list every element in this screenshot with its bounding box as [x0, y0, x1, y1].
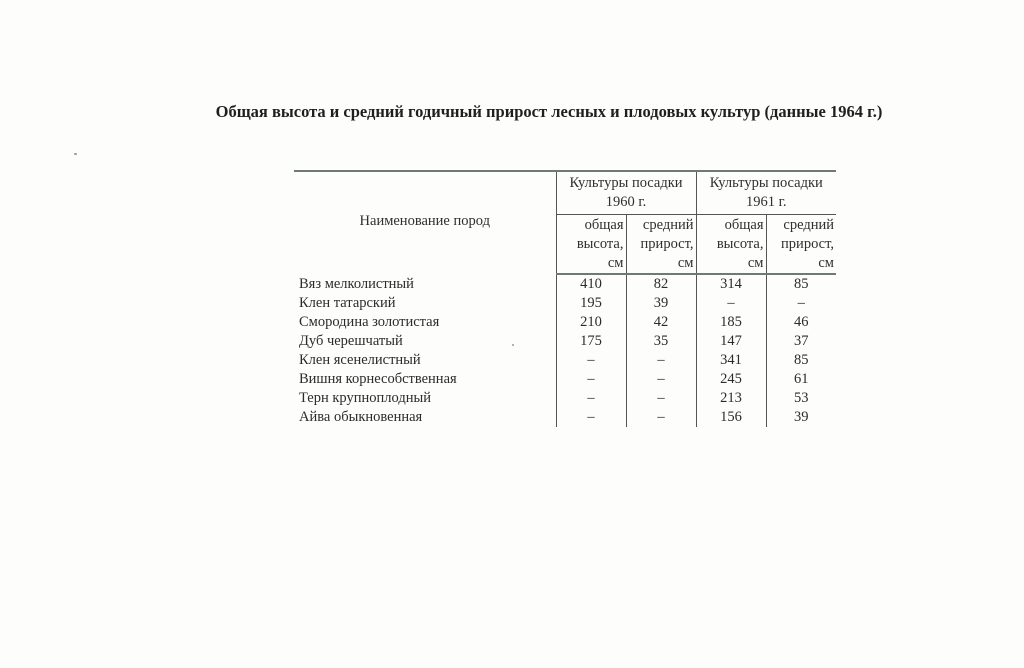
species-name: Вяз мелколистный: [299, 275, 414, 292]
subheader-height-1960: общая высота, см: [556, 215, 626, 275]
table-cell: –: [626, 389, 696, 408]
scan-speck: [74, 153, 77, 155]
species-name: Клен ясенелистный: [299, 352, 421, 368]
subheader-height-1961: общая высота, см: [696, 215, 766, 275]
table-row: [294, 370, 836, 389]
species-name: Смородина золотистая: [299, 314, 440, 330]
table-cell: 85: [766, 351, 836, 370]
table-cell: –: [626, 351, 696, 370]
table-cell: 185: [696, 313, 766, 332]
species-name: Клен татарский: [299, 295, 396, 311]
table-cell: 213: [696, 389, 766, 408]
growth-table: [294, 170, 836, 427]
table-cell: 37: [766, 332, 836, 351]
table-row: [294, 351, 836, 370]
species-name: Айва обыкновенная: [299, 409, 423, 425]
table-row: [294, 332, 836, 351]
table-cell: –: [556, 351, 626, 370]
table-cell: 61: [766, 370, 836, 389]
table-row: [294, 408, 836, 427]
table-cell: 147: [696, 332, 766, 351]
table-cell: 410: [556, 274, 626, 294]
table-cell: –: [626, 370, 696, 389]
table-cell: 156: [696, 408, 766, 427]
table-cell: –: [556, 389, 626, 408]
table-cell: –: [766, 294, 836, 313]
group-header-1960: Культуры посадки 1960 г.: [556, 171, 696, 215]
table-cell: 314: [696, 274, 766, 294]
species-name: Вишня корнесобственная: [299, 371, 457, 387]
species-name: Терн крупноплодный: [299, 390, 431, 406]
species-name: Дуб черешчатый: [299, 333, 403, 349]
table-cell: 175: [556, 332, 626, 351]
table-cell: 53: [766, 389, 836, 408]
subheader-growth-1961: средний прирост, см: [766, 215, 836, 275]
column-header-species: Наименование пород: [294, 171, 556, 274]
table-cell: –: [556, 370, 626, 389]
table-cell: 42: [626, 313, 696, 332]
subheader-growth-1960: средний прирост, см: [626, 215, 696, 275]
table-row: [294, 294, 836, 313]
table-cell: 85: [766, 274, 836, 294]
table-cell: 341: [696, 351, 766, 370]
table-cell: 210: [556, 313, 626, 332]
group-header-1961: Культуры посадки 1961 г.: [696, 171, 836, 215]
data-table-container: [294, 170, 836, 427]
table-cell: 35: [626, 332, 696, 351]
table-cell: 39: [766, 408, 836, 427]
table-cell: –: [696, 294, 766, 313]
table-cell: 39: [626, 294, 696, 313]
page-title: Общая высота и средний годичный прирост лесных и плодовых культур (данные 1964 г.): [215, 102, 883, 121]
table-row: [294, 274, 836, 294]
table-row: [294, 313, 836, 332]
table-cell: –: [556, 408, 626, 427]
table-cell: 245: [696, 370, 766, 389]
table-cell: –: [626, 408, 696, 427]
table-cell: 82: [626, 274, 696, 294]
table-cell: 46: [766, 313, 836, 332]
table-row: [294, 389, 836, 408]
table-cell: 195: [556, 294, 626, 313]
